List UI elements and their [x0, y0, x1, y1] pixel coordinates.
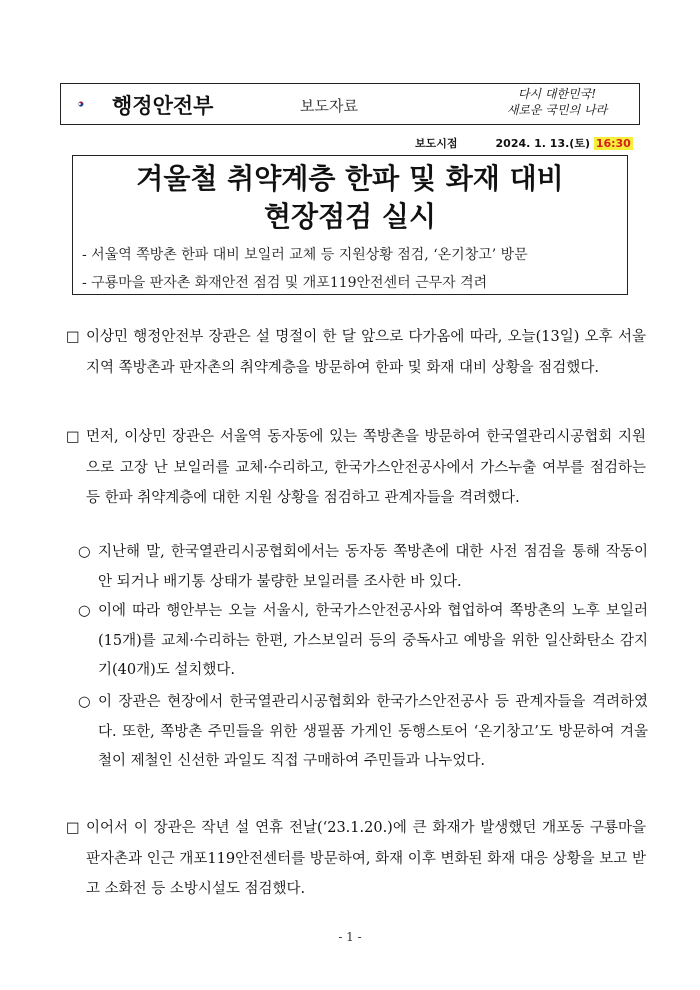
sub-item-3 — [78, 688, 648, 777]
circle-bullet-icon: ○ — [78, 603, 91, 619]
paragraph-1 — [66, 322, 646, 383]
circle-bullet-icon: ○ — [78, 544, 91, 560]
release-label: 보도시점 — [415, 137, 458, 150]
paragraph-3 — [66, 813, 646, 905]
release-row — [415, 135, 633, 151]
doc-type-label: 보도자료 — [300, 97, 358, 115]
release-time: 16:30 — [595, 137, 631, 150]
ministry-name: 행정안전부 — [112, 94, 214, 118]
paragraph-text: 먼저, 이상민 장관은 서울역 동자동에 있는 쪽방촌을 방문하여 한국열관리시공협회 지원으로 고장 난 보일러를 교체·수리하고, 한국가스안전공사에서 가스누출 여부를 점검하는 등 한파 취약계층에 대한 지원 상황을 점검하고 관계자들을 격려했다. — [86, 429, 646, 506]
square-bullet-icon: □ — [66, 429, 80, 445]
sub-item-text: 지난해 말, 한국열관리시공협회에서는 동자동 쪽방촌에 대한 사전 점검을 통해 작동이 안 되거나 배기통 상태가 불량한 보일러를 조사한 바 있다. — [98, 544, 648, 590]
headline-line-1: 겨울철 취약계층 한파 및 화재 대비 — [136, 162, 564, 195]
headline-line-2: 현장점검 실시 — [263, 200, 437, 233]
subtitle-2: - 구룡마을 판자촌 화재안전 점검 및 개포119안전센터 근무자 격려 — [82, 275, 488, 291]
release-date: 2024. 1. 13.(토) — [495, 137, 590, 150]
square-bullet-icon: □ — [66, 329, 80, 345]
circle-bullet-icon: ○ — [78, 694, 91, 710]
sub-item-text: 이 장관은 현장에서 한국열관리시공협회와 한국가스안전공사 등 관계자들을 격려하였다. 또한, 쪽방촌 주민들을 위한 생필품 가게인 동행스토어 ‘온기창고’도 방문하여 겨울철이 제철인 신선한 과일도 직접 구매하여 주민들과 나누었다. — [98, 694, 648, 769]
paragraph-2 — [66, 422, 646, 514]
sub-item-1 — [78, 538, 648, 597]
taegeuk-logo-icon — [78, 89, 108, 119]
subtitle-1: - 서울역 쪽방촌 한파 대비 보일러 교체 등 지원상황 점검, ‘온기창고’ 방문 — [82, 247, 528, 263]
paragraph-text: 이상민 행정안전부 장관은 설 명절이 한 달 앞으로 다가옴에 따라, 오늘(13일) 오후 서울 지역 쪽방촌과 판자촌의 취약계층을 방문하여 한파 및 화재 대비 상황을 점검했다. — [86, 329, 646, 376]
slogan — [482, 86, 632, 118]
square-bullet-icon: □ — [66, 820, 80, 836]
sub-item-2 — [78, 597, 648, 686]
paragraph-text: 이어서 이 장관은 작년 설 연휴 전날(‘23.1.20.)에 큰 화재가 발생했던 개포동 구룡마을 판자촌과 인근 개포119안전센터를 방문하여, 화재 이후 변화된 화재 대응 상황을 보고 받고 소화전 등 소방시설도 점검했다. — [86, 820, 646, 897]
headline — [72, 160, 628, 236]
slogan-line-1: 다시 대한민국! — [517, 87, 597, 101]
slogan-line-2: 새로운 국민의 나라 — [506, 103, 608, 117]
sub-item-text: 이에 따라 행안부는 오늘 서울시, 한국가스안전공사와 협업하여 쪽방촌의 노후 보일러(15개)를 교체·수리하는 한편, 가스보일러 등의 중독사고 예방을 위한 일산화탄소 감지기(40개)도 설치했다. — [98, 603, 648, 678]
page-number: - 1 - — [338, 930, 362, 944]
